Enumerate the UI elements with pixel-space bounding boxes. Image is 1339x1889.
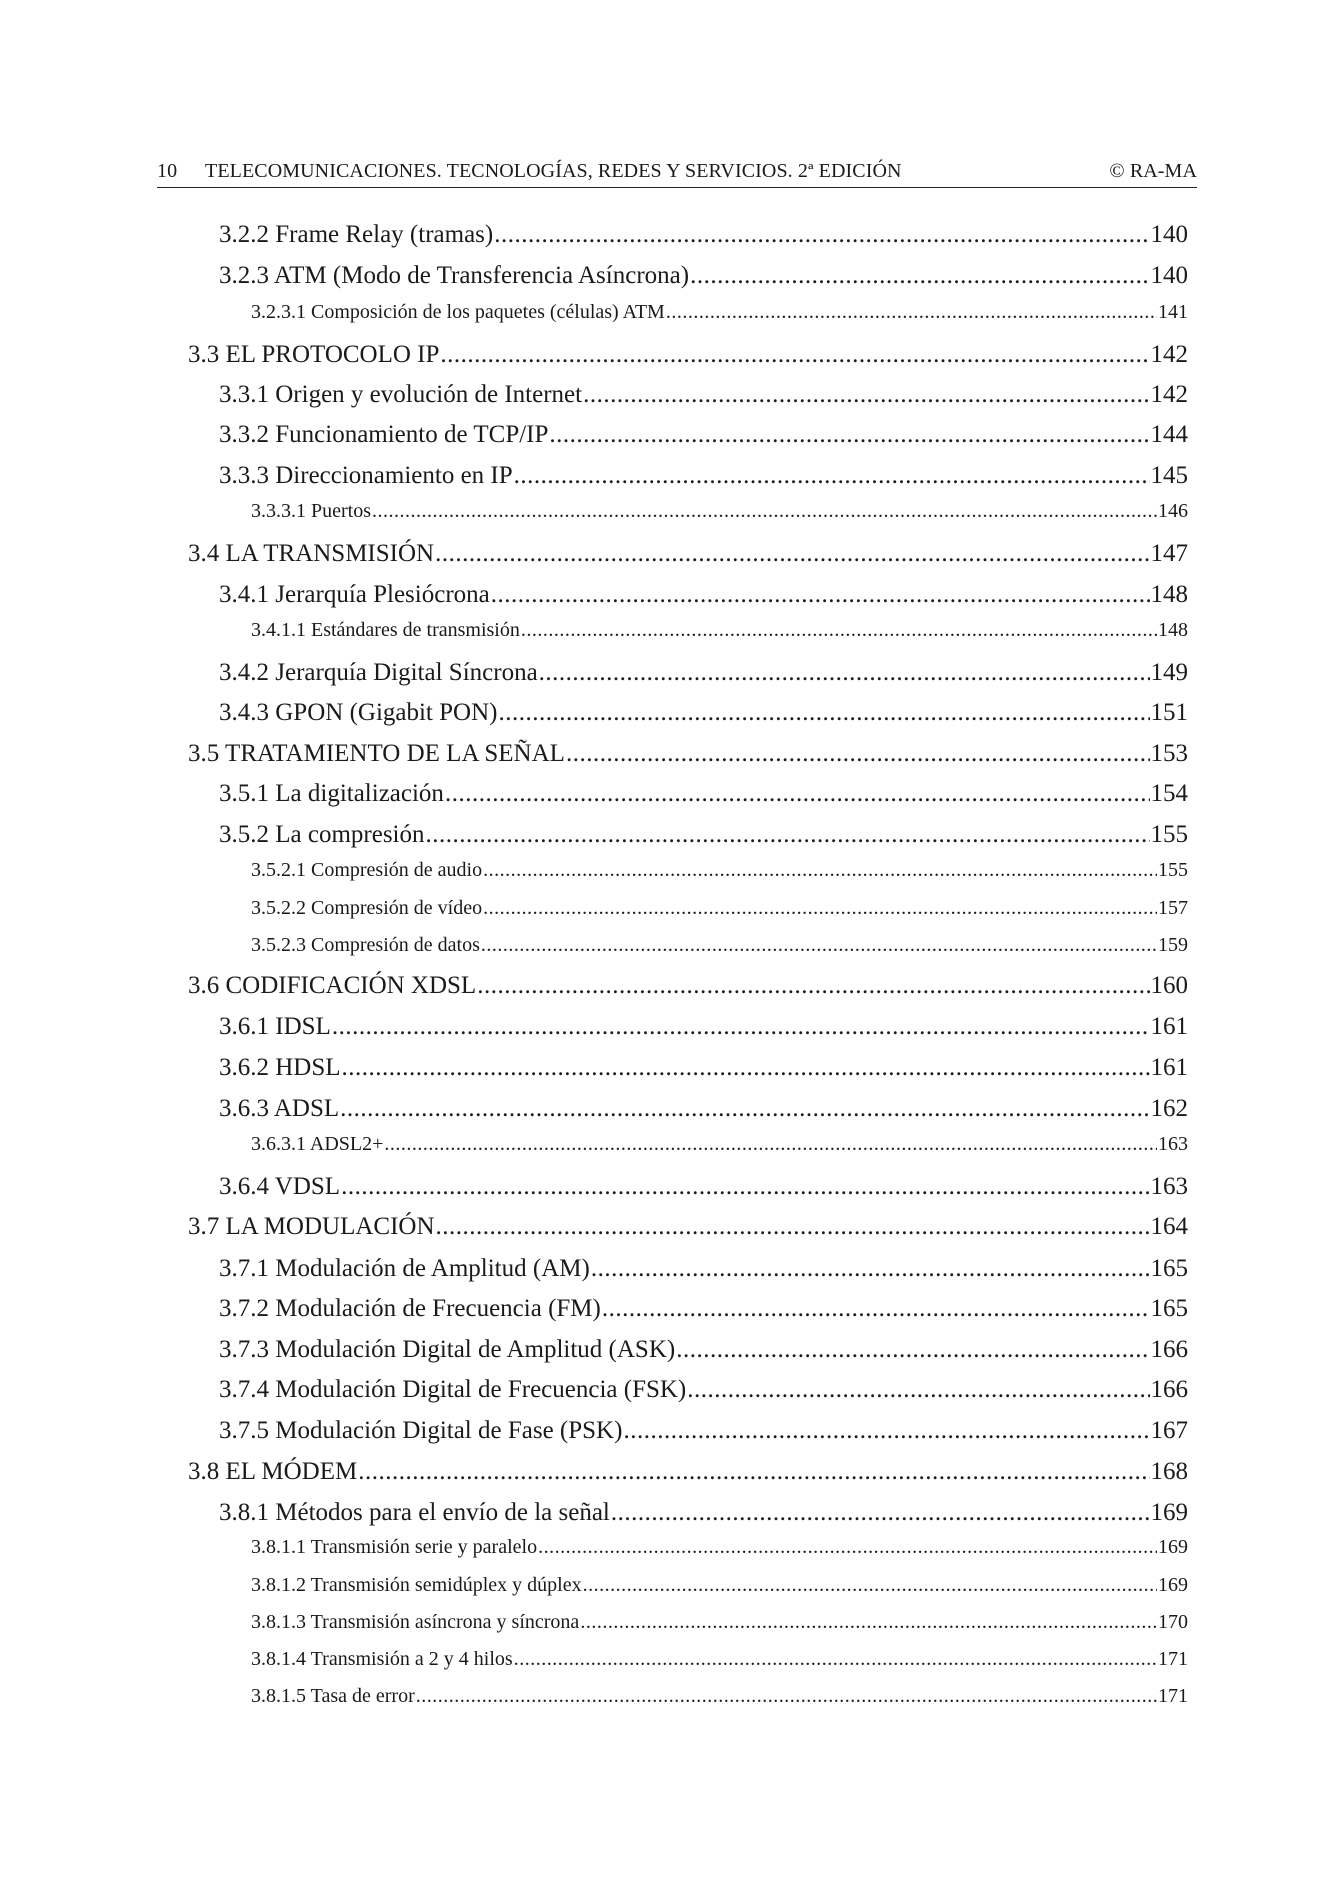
dot-leader: [591, 1255, 1150, 1283]
toc-entry[interactable]: [188, 740, 1188, 768]
dot-leader: [416, 1685, 1157, 1708]
toc-entry-title: 3.5.2.1 Compresión de audio: [251, 859, 483, 881]
toc-entry-title: 3.5 TRATAMIENTO DE LA SEÑAL: [188, 740, 565, 767]
toc-entry[interactable]: [188, 1255, 1188, 1283]
toc-entry-page: 167: [1150, 1417, 1188, 1444]
dot-leader: [384, 1133, 1157, 1156]
toc-entry-title: 3.8.1.4 Transmisión a 2 y 4 hilos: [251, 1648, 513, 1670]
dot-leader: [611, 1499, 1150, 1527]
running-title: TELECOMUNICACIONES. TECNOLOGÍAS, REDES Y SERVICIOS. 2ª EDICIÓN: [205, 160, 902, 182]
toc-entry[interactable]: [188, 1611, 1188, 1634]
toc-entry-page: 157: [1158, 897, 1188, 919]
toc-entry-page: 162: [1150, 1095, 1188, 1122]
toc-entry[interactable]: [188, 500, 1188, 523]
dot-leader: [538, 1536, 1157, 1559]
dot-leader: [440, 341, 1149, 369]
toc-entry-title: 3.6.3 ADSL: [219, 1095, 340, 1122]
toc-entry-page: 163: [1158, 1133, 1188, 1155]
toc-entry-title: 3.4.1 Jerarquía Plesiócrona: [219, 581, 490, 608]
toc-entry[interactable]: [188, 341, 1188, 369]
toc-entry-page: 161: [1150, 1054, 1188, 1081]
dot-leader: [539, 659, 1150, 687]
toc-entry-page: 149: [1150, 659, 1188, 686]
toc-entry[interactable]: [188, 1054, 1188, 1082]
toc-entry-page: 140: [1150, 262, 1188, 289]
dot-leader: [491, 581, 1150, 609]
toc-entry-title: 3.4.3 GPON (Gigabit PON): [219, 699, 498, 726]
toc-entry[interactable]: [188, 1013, 1188, 1041]
dot-leader: [494, 221, 1149, 249]
toc-entry-title: 3.4.2 Jerarquía Digital Síncrona: [219, 659, 538, 686]
toc-entry-title: 3.4 LA TRANSMISIÓN: [188, 540, 435, 567]
toc-entry-title: 3.7.3 Modulación Digital de Amplitud (ASK): [219, 1336, 676, 1363]
toc-entry[interactable]: [188, 262, 1188, 290]
toc-entry-page: 160: [1150, 972, 1188, 999]
toc-entry[interactable]: [188, 972, 1188, 1000]
toc-entry[interactable]: [188, 1458, 1188, 1486]
toc-entry-page: 166: [1150, 1336, 1188, 1363]
dot-leader: [623, 1417, 1149, 1445]
dot-leader: [426, 821, 1150, 849]
toc-entry-page: 155: [1150, 821, 1188, 848]
dot-leader: [583, 381, 1149, 409]
toc-entry-title: 3.6.4 VDSL: [219, 1173, 341, 1200]
toc-entry[interactable]: [188, 462, 1188, 490]
toc-entry-page: 148: [1150, 581, 1188, 608]
toc-entry[interactable]: [188, 1133, 1188, 1156]
toc-entry[interactable]: [188, 821, 1188, 849]
dot-leader: [676, 1336, 1149, 1364]
toc-entry-title: 3.7.1 Modulación de Amplitud (AM): [219, 1255, 590, 1282]
toc-entry-page: 146: [1158, 500, 1188, 522]
dot-leader: [690, 262, 1149, 290]
dot-leader: [602, 1295, 1150, 1323]
toc-entry[interactable]: [188, 659, 1188, 687]
toc-entry-page: 155: [1158, 859, 1188, 881]
toc-entry-title: 3.7.5 Modulación Digital de Fase (PSK): [219, 1417, 623, 1444]
toc-entry-title: 3.8 EL MÓDEM: [188, 1458, 358, 1485]
toc-entry-title: 3.8.1 Métodos para el envío de la señal: [219, 1499, 610, 1526]
toc-entry[interactable]: [188, 221, 1188, 249]
toc-entry-page: 159: [1158, 934, 1188, 956]
toc-entry-title: 3.2.3.1 Composición de los paquetes (células) ATM: [251, 301, 665, 323]
toc-entry[interactable]: [188, 1648, 1188, 1671]
dot-leader: [566, 740, 1150, 768]
toc-entry[interactable]: [188, 859, 1188, 882]
toc-entry-page: 166: [1150, 1376, 1188, 1403]
toc-entry[interactable]: [188, 780, 1188, 808]
toc-entry-title: 3.3.2 Funcionamiento de TCP/IP: [219, 421, 549, 448]
toc-entry-page: 147: [1150, 540, 1188, 567]
toc-entry-page: 171: [1158, 1685, 1188, 1707]
toc-entry-title: 3.8.1.3 Transmisión asíncrona y síncrona: [251, 1611, 580, 1633]
toc-entry[interactable]: [188, 1336, 1188, 1364]
toc-entry[interactable]: [188, 934, 1188, 957]
dot-leader: [372, 500, 1157, 523]
toc-entry-page: 151: [1150, 699, 1188, 726]
toc-entry-title: 3.3.1 Origen y evolución de Internet: [219, 381, 583, 408]
toc-entry[interactable]: [188, 1295, 1188, 1323]
toc-entry-title: 3.5.2 La compresión: [219, 821, 425, 848]
toc-entry[interactable]: [188, 699, 1188, 727]
dot-leader: [498, 699, 1149, 727]
toc-entry-page: 163: [1150, 1173, 1188, 1200]
dot-leader: [514, 1648, 1157, 1671]
toc-entry[interactable]: [188, 301, 1188, 324]
toc-entry-page: 165: [1150, 1295, 1188, 1322]
toc-entry[interactable]: [188, 1095, 1188, 1123]
toc-entry-page: 154: [1150, 780, 1188, 807]
toc-entry-title: 3.4.1.1 Estándares de transmisión: [251, 619, 520, 641]
toc-entry-page: 153: [1150, 740, 1188, 767]
toc-entry-title: 3.3.3.1 Puertos: [251, 500, 371, 522]
toc-entry-page: 164: [1150, 1213, 1188, 1240]
toc-entry[interactable]: [188, 1685, 1188, 1708]
toc-entry-title: 3.6 CODIFICACIÓN XDSL: [188, 972, 477, 999]
toc-entry[interactable]: [188, 1376, 1188, 1404]
toc-entry-page: 169: [1150, 1499, 1188, 1526]
toc-entry-page: 140: [1150, 221, 1188, 248]
toc-entry-page: 161: [1150, 1013, 1188, 1040]
toc-entry[interactable]: [188, 581, 1188, 609]
toc-entry[interactable]: [188, 421, 1188, 449]
toc-entry-title: 3.8.1.2 Transmisión semidúplex y dúplex: [251, 1574, 582, 1596]
toc-entry-page: 148: [1158, 619, 1188, 641]
toc-entry-page: 169: [1158, 1574, 1188, 1596]
toc-entry-title: 3.3 EL PROTOCOLO IP: [188, 341, 440, 368]
toc-entry-title: 3.7.2 Modulación de Frecuencia (FM): [219, 1295, 601, 1322]
page-number: 10: [157, 160, 178, 182]
dot-leader: [549, 421, 1149, 449]
toc-entry[interactable]: [188, 1417, 1188, 1445]
dot-leader: [340, 1095, 1149, 1123]
toc-entry-page: 144: [1150, 421, 1188, 448]
dot-leader: [436, 1213, 1150, 1241]
toc-entry-page: 168: [1150, 1458, 1188, 1485]
toc-entry-page: 142: [1150, 341, 1188, 368]
dot-leader: [358, 1458, 1149, 1486]
toc-entry-title: 3.6.2 HDSL: [219, 1054, 341, 1081]
toc-entry[interactable]: [188, 540, 1188, 568]
dot-leader: [341, 1173, 1149, 1201]
toc-entry-title: 3.2.3 ATM (Modo de Transferencia Asíncrona): [219, 262, 690, 289]
toc-entry[interactable]: [188, 619, 1188, 642]
toc-entry-title: 3.6.3.1 ADSL2+: [251, 1133, 384, 1155]
toc-entry[interactable]: [188, 1173, 1188, 1201]
dot-leader: [687, 1376, 1149, 1404]
dot-leader: [666, 301, 1157, 324]
dot-leader: [342, 1054, 1150, 1082]
toc-entry-title: 3.2.2 Frame Relay (tramas): [219, 221, 494, 248]
dot-leader: [580, 1611, 1157, 1634]
toc-entry-page: 170: [1158, 1611, 1188, 1633]
toc-entry[interactable]: [188, 897, 1188, 920]
toc-entry-title: 3.8.1.5 Tasa de error: [251, 1685, 415, 1707]
toc-entry-title: 3.8.1.1 Transmisión serie y paralelo: [251, 1536, 538, 1558]
dot-leader: [514, 462, 1150, 490]
toc-entry-page: 145: [1150, 462, 1188, 489]
toc-entry[interactable]: [188, 1213, 1188, 1241]
dot-leader: [483, 859, 1157, 882]
toc-entry-title: 3.5.2.2 Compresión de vídeo: [251, 897, 483, 919]
dot-leader: [483, 897, 1157, 920]
toc-entry-title: 3.3.3 Direccionamiento en IP: [219, 462, 513, 489]
dot-leader: [435, 540, 1149, 568]
running-header: [157, 159, 1197, 188]
toc-entry-title: 3.5.2.3 Compresión de datos: [251, 934, 480, 956]
toc-entry-page: 165: [1150, 1255, 1188, 1282]
toc-entry-title: 3.6.1 IDSL: [219, 1013, 331, 1040]
toc-entry[interactable]: [188, 1536, 1188, 1559]
dot-leader: [477, 972, 1149, 1000]
dot-leader: [481, 934, 1157, 957]
toc-entry[interactable]: [188, 1574, 1188, 1597]
dot-leader: [521, 619, 1157, 642]
copyright-notice: © RA-MA: [1109, 160, 1197, 182]
toc-entry-page: 169: [1158, 1536, 1188, 1558]
toc-entry-title: 3.7 LA MODULACIÓN: [188, 1213, 435, 1240]
toc-entry-page: 142: [1150, 381, 1188, 408]
toc-entry[interactable]: [188, 381, 1188, 409]
toc-entry-title: 3.5.1 La digitalización: [219, 780, 444, 807]
toc-entry-page: 141: [1158, 301, 1188, 323]
toc-entry-page: 171: [1158, 1648, 1188, 1670]
dot-leader: [445, 780, 1150, 808]
toc-entry-title: 3.7.4 Modulación Digital de Frecuencia (FSK): [219, 1376, 687, 1403]
dot-leader: [332, 1013, 1150, 1041]
toc-entry[interactable]: [188, 1499, 1188, 1527]
dot-leader: [583, 1574, 1157, 1597]
